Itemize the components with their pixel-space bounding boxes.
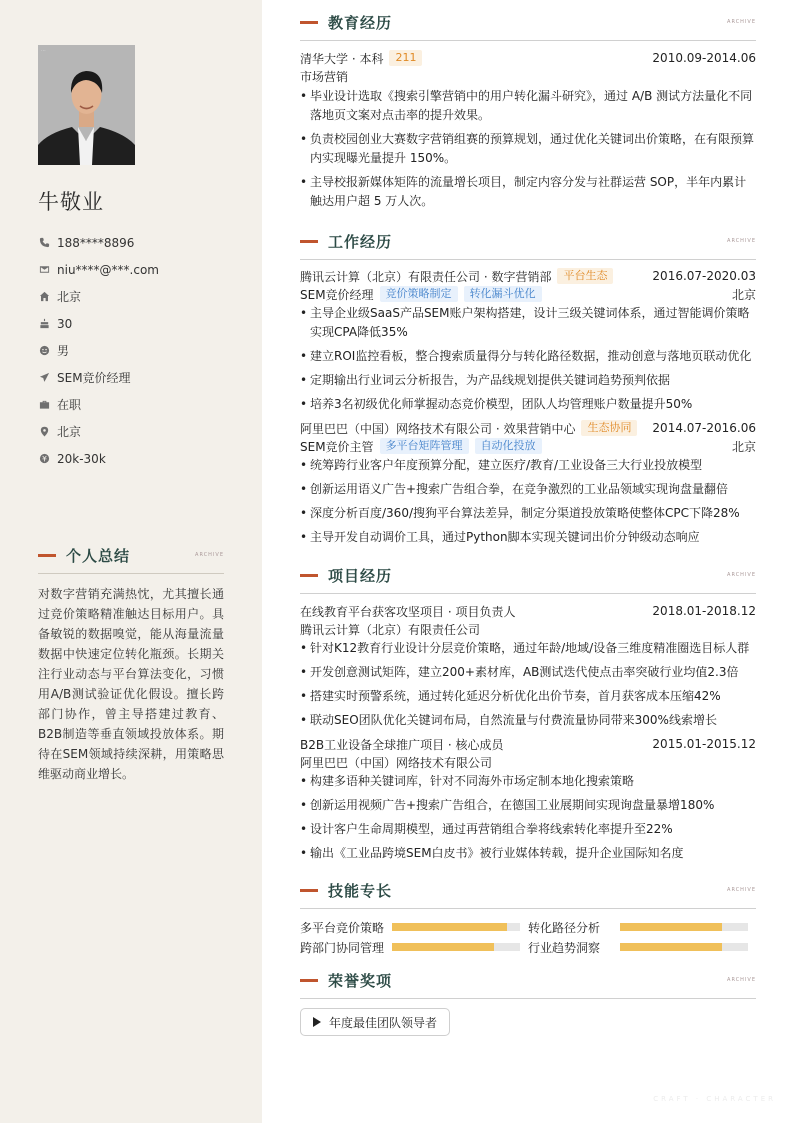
job-bullets — [300, 456, 756, 547]
education-header — [300, 12, 756, 32]
phone-text: 188****8896 — [57, 235, 135, 250]
skill-item — [528, 918, 756, 936]
person-face-icon — [38, 345, 50, 357]
project-org: 阿里巴巴（中国）网络技术有限公司 — [300, 755, 493, 770]
info-location — [38, 418, 238, 445]
list-item: • 构建多语种关键词库，针对不同海外市场定制本地化搜索策略 — [300, 772, 756, 791]
education-archive-tag: ARCHIVE — [727, 19, 756, 25]
list-item: • 针对K12教育行业设计分层竞价策略，通过年龄/地域/设备三维度精准圈选目标人群 — [300, 639, 756, 658]
sidebar — [0, 0, 262, 1123]
target-position-text: SEM竞价经理 — [57, 371, 131, 385]
list-item: • 开发创意测试矩阵，建立200+素材库，AB测试迭代使点击率突破行业均值2.3倍 — [300, 663, 756, 682]
school-name: 清华大学 · 本科 — [300, 51, 384, 66]
job-company-left — [300, 420, 637, 437]
project-name: 在线教育平台获客攻坚项目 · 项目负责人 — [300, 604, 516, 619]
summary-title: 个人总结 — [66, 546, 131, 565]
job-company: 阿里巴巴（中国）网络技术有限公司 · 效果营销中心 — [300, 421, 576, 436]
awards-title: 荣誉奖项 — [328, 971, 393, 990]
skill-item — [528, 938, 756, 956]
projects-header — [300, 565, 756, 585]
skills-section — [300, 880, 756, 956]
job-badge: 生态协同 — [581, 420, 637, 436]
candidate-name: 牛敬业 — [38, 190, 104, 214]
award-label: 年度最佳团队领导者 — [329, 1015, 438, 1030]
project-date: 2018.01-2018.12 — [652, 604, 756, 618]
project-bullets — [300, 639, 756, 730]
job-entry — [300, 419, 756, 547]
projects-archive-tag: ARCHIVE — [727, 572, 756, 578]
job-city: 北京 — [731, 439, 756, 454]
contact-info-list — [38, 229, 238, 472]
skills-grid — [300, 918, 756, 956]
home-icon — [38, 291, 50, 303]
job-entry — [300, 267, 756, 414]
footer-watermark: CRAFT · CHARACTER — [653, 1095, 776, 1103]
job-city: 北京 — [731, 287, 756, 302]
education-entry — [300, 49, 756, 211]
profile-photo — [38, 45, 135, 165]
summary-header — [38, 545, 224, 565]
project-org-row — [300, 753, 756, 771]
section-divider — [300, 998, 756, 999]
job-company-left — [300, 268, 613, 285]
list-item: • 统筹跨行业客户年度预算分配，建立医疗/教育/工业设备三大行业投放模型 — [300, 456, 756, 475]
summary-archive-tag: ARCHIVE — [195, 552, 224, 558]
birthday-cake-icon — [38, 318, 50, 330]
send-icon — [38, 372, 50, 384]
phone-icon — [38, 237, 50, 249]
skill-label: 行业趋势洞察 — [528, 940, 601, 955]
skill-level-bar — [620, 923, 748, 931]
school-badge: 211 — [389, 50, 422, 66]
project-org: 腾讯云计算（北京）有限责任公司 — [300, 622, 481, 637]
section-accent-bar — [300, 979, 318, 982]
briefcase-icon — [38, 399, 50, 411]
awards-archive-tag: ARCHIVE — [727, 977, 756, 983]
skill-level-fill — [392, 943, 494, 951]
awards-header — [300, 970, 756, 990]
education-row — [300, 49, 756, 67]
education-bullets — [300, 87, 756, 211]
section-accent-bar — [300, 240, 318, 243]
job-company: 腾讯云计算（北京）有限责任公司 · 数字营销部 — [300, 269, 552, 284]
education-section — [300, 12, 756, 216]
list-item: • 创新运用视频广告+搜索广告组合，在德国工业展期间实现询盘量暴增180% — [300, 796, 756, 815]
main-content — [262, 0, 794, 1123]
education-title: 教育经历 — [328, 13, 393, 32]
info-home — [38, 283, 238, 310]
salary-coin-icon — [38, 453, 50, 465]
skill-level-fill — [620, 943, 722, 951]
job-role-left — [300, 438, 542, 455]
project-entry — [300, 735, 756, 863]
job-role: SEM竞价经理 — [300, 287, 374, 302]
job-skill-tag: 多平台矩阵管理 — [380, 438, 469, 454]
projects-title: 项目经历 — [328, 566, 393, 585]
job-role-row — [300, 437, 756, 455]
portrait-image — [38, 45, 135, 165]
info-phone — [38, 229, 238, 256]
info-age — [38, 310, 238, 337]
skills-archive-tag: ARCHIVE — [727, 887, 756, 893]
work-archive-tag: ARCHIVE — [727, 238, 756, 244]
section-accent-bar — [38, 554, 56, 557]
skill-level-fill — [392, 923, 507, 931]
section-accent-bar — [300, 21, 318, 24]
education-left — [300, 50, 422, 67]
list-item: • 主导校报新媒体矩阵的流量增长项目，制定内容分发与社群运营 SOP，半年内累计触达用户超 5 万人次。 — [300, 173, 756, 211]
project-org-row — [300, 620, 756, 638]
salary-text: 20k-30k — [57, 451, 106, 466]
section-divider — [300, 908, 756, 909]
info-target-position — [38, 364, 238, 391]
section-accent-bar — [300, 889, 318, 892]
job-date: 2016.07-2020.03 — [652, 269, 756, 283]
job-skill-tag: 自动化投放 — [475, 438, 542, 454]
job-company-row — [300, 267, 756, 285]
list-item: • 负责校园创业大赛数字营销组赛的预算规划，通过优化关键词出价策略，在有限预算内实现曝光量提升 150%。 — [300, 130, 756, 168]
email-text: niu****@***.com — [57, 262, 159, 277]
list-item: • 培养3名初级优化师掌握动态竞价模型，团队人均管理账户数量提升50% — [300, 395, 756, 414]
skill-label: 跨部门协同管理 — [300, 940, 385, 955]
list-item: • 搭建实时预警系统，通过转化延迟分析优化出价节奏，首月获客成本压缩42% — [300, 687, 756, 706]
photo-caption: ... — [41, 47, 46, 53]
work-header — [300, 231, 756, 251]
work-title: 工作经历 — [328, 232, 393, 251]
work-section — [300, 231, 756, 552]
project-bullets — [300, 772, 756, 863]
project-date: 2015.01-2015.12 — [652, 737, 756, 751]
skills-header — [300, 880, 756, 900]
job-skill-tag: 转化漏斗优化 — [464, 286, 542, 302]
skill-label: 转化路径分析 — [528, 920, 601, 935]
location-text: 北京 — [57, 425, 82, 439]
section-divider — [300, 593, 756, 594]
list-item: • 毕业设计选取《搜索引擎营销中的用户转化漏斗研究》，通过 A/B 测试方法量化不同落地页文案对点击率的提升效果。 — [300, 87, 756, 125]
info-status — [38, 391, 238, 418]
job-role: SEM竞价主管 — [300, 439, 374, 454]
job-company-row — [300, 419, 756, 437]
email-icon — [38, 264, 50, 276]
list-item: • 主导企业级SaaS产品SEM账户架构搭建，设计三级关键词体系，通过智能调价策略实现CPA降低35% — [300, 304, 756, 342]
skill-label: 多平台竞价策略 — [300, 920, 385, 935]
list-item: • 创新运用语义广告+搜索广告组合拳，在竞争激烈的工业品领域实现询盘量翻倍 — [300, 480, 756, 499]
section-divider — [38, 573, 224, 574]
section-divider — [300, 40, 756, 41]
info-email — [38, 256, 238, 283]
play-triangle-icon — [313, 1017, 321, 1027]
project-name: B2B工业设备全球推广项目 · 核心成员 — [300, 737, 504, 752]
list-item: • 设计客户生命周期模型，通过再营销组合拳将线索转化率提升至22% — [300, 820, 756, 839]
list-item: • 深度分析百度/360/搜狗平台算法差异，制定分渠道投放策略使整体CPC下降28% — [300, 504, 756, 523]
job-role-row — [300, 285, 756, 303]
job-skill-tag: 竞价策略制定 — [380, 286, 458, 302]
skill-level-fill — [620, 923, 722, 931]
awards-section — [300, 970, 756, 1036]
info-salary — [38, 445, 238, 472]
project-name-row — [300, 735, 756, 753]
summary-section — [38, 545, 224, 784]
job-badge: 平台生态 — [557, 268, 613, 284]
section-divider — [300, 259, 756, 260]
skill-item — [300, 918, 528, 936]
job-bullets — [300, 304, 756, 414]
job-role-left — [300, 286, 542, 303]
info-gender — [38, 337, 238, 364]
education-date: 2010.09-2014.06 — [652, 51, 756, 65]
home-city-text: 北京 — [57, 290, 82, 304]
education-major-row — [300, 67, 756, 85]
project-entry — [300, 602, 756, 730]
skill-item — [300, 938, 528, 956]
education-major: 市场营销 — [300, 69, 349, 84]
list-item: • 建立ROI监控看板，整合搜索质量得分与转化路径数据，推动创意与落地页联动优化 — [300, 347, 756, 366]
list-item: • 联动SEO团队优化关键词布局，自然流量与付费流量协同带来300%线索增长 — [300, 711, 756, 730]
project-name-row — [300, 602, 756, 620]
age-text: 30 — [57, 316, 73, 331]
skills-title: 技能专长 — [328, 881, 393, 900]
list-item: • 定期输出行业词云分析报告，为产品线规划提供关键词趋势预判依据 — [300, 371, 756, 390]
skill-level-bar — [620, 943, 748, 951]
summary-text: 对数字营销充满热忱，尤其擅长通过竞价策略精准触达目标用户。具备敏锐的数据嗅觉，能从海量流量数据中快速定位转化瓶颈。长期关注行业动态与平台算法变化，习惯用A/B测试验证优化假设。擅长跨部门协作，曾主导搭建过教育、B2B制造等垂直领域投放体系。期待在SEM领域持续深耕，用策略思维驱动商业增长。 — [38, 587, 224, 781]
gender-text: 男 — [57, 344, 70, 358]
list-item: • 主导开发自动调价工具，通过Python脚本实现关键词出价分钟级动态响应 — [300, 528, 756, 547]
award-item — [300, 1008, 450, 1036]
job-date: 2014.07-2016.06 — [652, 421, 756, 435]
list-item: • 输出《工业品跨境SEM白皮书》被行业媒体转载，提升企业国际知名度 — [300, 844, 756, 863]
section-accent-bar — [300, 574, 318, 577]
job-status-text: 在职 — [57, 398, 82, 412]
skill-level-bar — [392, 943, 520, 951]
location-pin-icon — [38, 426, 50, 438]
projects-section — [300, 565, 756, 868]
skill-level-bar — [392, 923, 520, 931]
